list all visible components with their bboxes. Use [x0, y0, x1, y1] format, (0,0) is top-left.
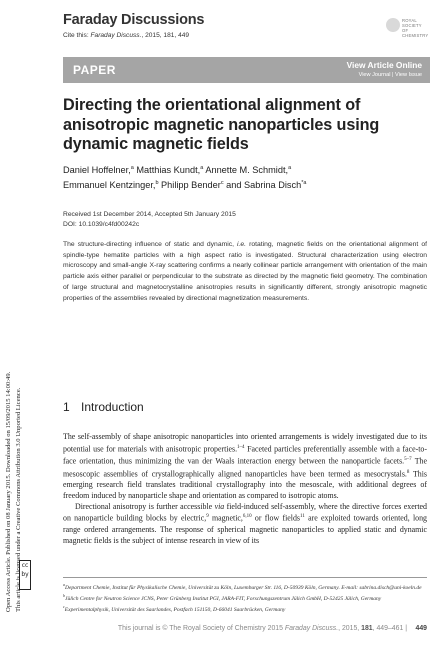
journal-title: Faraday Discussions	[63, 12, 205, 28]
rsc-logo-text: ROYAL SOCIETY OF CHEMISTRY	[402, 18, 429, 38]
license-margin-note	[2, 92, 38, 612]
received-accepted-line: Received 1st December 2014, Accepted 5th January 2015	[63, 211, 236, 218]
citation-ref[interactable]: 11	[300, 514, 305, 520]
rsc-emblem-icon	[386, 18, 400, 32]
footnote-divider	[63, 577, 427, 578]
view-journal-issue-links[interactable]: View Journal | View Issue	[358, 72, 422, 78]
page-footer	[63, 625, 427, 637]
body-text	[63, 432, 427, 546]
paragraph: The self-assembly of shape anisotropic nanoparticles into oriented arrangements is widely investigated due to its potential use for materials with anisotropic properties.$^{1-4}$ Faceted particles preferentially assemble with a face-to-face orientation, thus minimizing the van der Waals interaction energy between the nanoparticle facets.$^{5-7}$ The mesoscopic assemblies of crystallographically aligned nanoparticles have been termed as mesocrystals.$^8$ This emerging research field translates traditional crystallography into the mesoscale, with additional degrees of freedom induced by nanoparticle shape and orientation as compared to isotropic atoms.	[63, 432, 427, 500]
author[interactable]: Philipp Bender	[158, 180, 221, 191]
section-title: Introduction	[81, 400, 144, 414]
footnote: $^a$Department Chemie, Institut für Physikalische Chemie, Universität zu Köln, Luxemburger Str. 116, D-50939 Köln, Germany. E-mail: sabrina.disch@uni-koeln.de	[63, 582, 422, 591]
author-list: Daniel Hoffelner,$^a$ Matthias Kundt,$^a$ Annette M. Schmidt,$^a$ Emmanuel Kentzinger,$^b$ Philipp Bender$^c$ and Sabrina Disch$^{*a}$	[63, 165, 307, 191]
citation-ref[interactable]: 6,10	[242, 514, 252, 520]
article-title: Directing the orientational alignment of anisotropic magnetic nanoparticles using dynamic magnetic fields	[63, 96, 380, 153]
author[interactable]: Annette M. Schmidt,	[203, 165, 289, 176]
abstract: The structure-directing influence of static and dynamic, i.e. rotating, magnetic fields on the orientational alignment of spindle-type hematite particles with a high aspect ratio is investigated. Structural characterization using electron microscopy and small-angle X-ray scattering confirms a nearly collinear particle arrangement with orientation of the main particle axis either parallel or perpendicular to the substrate as directed by the magnetic field geometry. The combination of large structural and magnetocrystalline anisotropies results in significantly different, strongly anisotropic magnetic properties of the assemblies revealed by directional magnetization measurements.	[63, 241, 427, 302]
article-type-banner	[63, 57, 430, 83]
citation-ref[interactable]: 1–4	[237, 444, 245, 450]
page-number: 449	[415, 625, 427, 632]
footer-copyright: This journal is © The Royal Society of Chemistry 2015 Faraday Discuss., 2015, 181, 449–461 |	[117, 625, 407, 632]
author[interactable]: Matthias Kundt,	[133, 165, 201, 176]
section-number: 1	[63, 400, 70, 414]
citation-ref[interactable]: 9	[206, 514, 209, 520]
citation-ref[interactable]: 5–7	[404, 457, 412, 463]
article-type-label: PAPER	[73, 63, 116, 77]
doi-line[interactable]: DOI: 10.1039/c4fd00242c	[63, 221, 140, 228]
cc-by-icon[interactable]: cc by	[19, 560, 31, 590]
affiliation-footnotes	[63, 581, 427, 614]
footnote: $^c$Experimentalphysik, Universität des Saarlandes, Postfach 151150, D-66041 Saarbrücken, Germany	[63, 604, 286, 613]
received-dates	[63, 210, 236, 230]
author[interactable]: Emmanuel Kentzinger,	[63, 180, 156, 191]
author[interactable]: Daniel Hoffelner,	[63, 165, 131, 176]
citation-ref[interactable]: 8	[406, 469, 410, 475]
rsc-logo	[386, 12, 429, 44]
section-heading	[63, 400, 144, 414]
author[interactable]: and Sabrina Disch	[223, 180, 302, 191]
view-article-online-link[interactable]: View Article Online	[346, 60, 422, 70]
license-note: This article is licensed under a Creative Commons Attribution 3.0 Unported Licence.	[15, 387, 22, 612]
paragraph: Directional anisotropy is further accessible via field-induced self-assembly, where the directive forces exerted on nanoparticle building blocks by electric,$^9$ magnetic,$^{6,10}$ or flow fields$^{11}$ are exploited towards oriented, long range ordered arrangements. The response of spherical magnetic nanoparticles to applied static and dynamic magnetic fields is the subject of intense research in view of its	[63, 501, 427, 545]
citation-line: Cite this: Faraday Discuss., 2015, 181, 449	[63, 32, 190, 39]
footnote: $^b$Jülich Centre for Neutron Science JCNS, Peter Grünberg Institut PGI, JARA-FIT, Forschungszentrum Jülich GmbH, D-52425 Jülich, Germany	[63, 593, 382, 602]
open-access-note: Open Access Article. Published on 08 January 2015. Downloaded on 15/09/2015 14:00:49.	[5, 371, 12, 612]
